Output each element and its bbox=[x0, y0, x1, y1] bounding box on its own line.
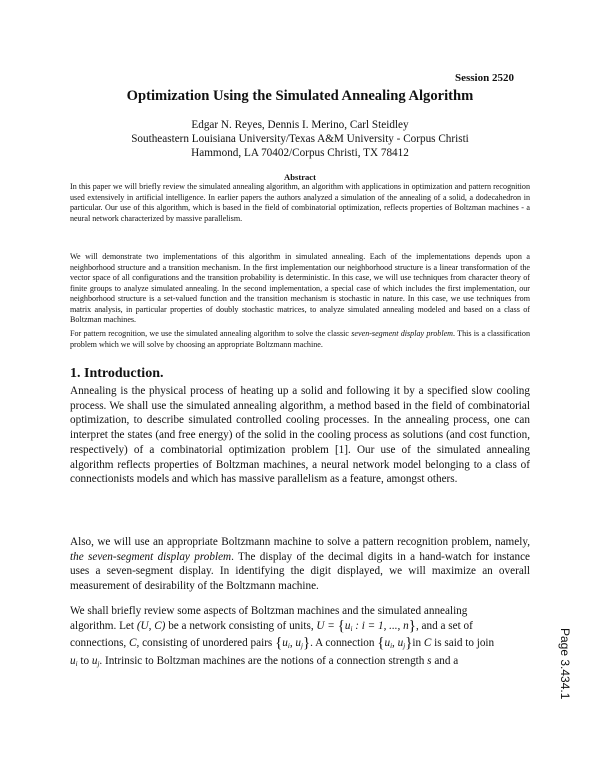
math-subscript: i bbox=[350, 624, 353, 633]
math-text: u bbox=[384, 637, 391, 650]
p3-text: . Intrinsic to Boltzman machines are the notions of a connection strength bbox=[99, 655, 428, 668]
brace-close: } bbox=[408, 617, 416, 634]
session-number: Session 2520 bbox=[455, 72, 514, 84]
math-text: u bbox=[70, 655, 76, 668]
math-ui bbox=[70, 655, 78, 667]
brace-open: { bbox=[377, 635, 385, 652]
author-address: Hammond, LA 70402/Corpus Christi, TX 78412 bbox=[191, 147, 409, 159]
math-text: U = bbox=[316, 619, 338, 632]
intro-p2-italic: the seven-segment display problem bbox=[70, 550, 232, 563]
intro-paragraph-2 bbox=[70, 535, 530, 594]
abstract-p3-text-end: . This is a classification problem which we will solve by choosing an appropriate Boltzmann machine. bbox=[70, 329, 531, 349]
math-subscript: j bbox=[97, 660, 100, 669]
author-block bbox=[0, 118, 600, 160]
math-pair-2 bbox=[377, 635, 413, 652]
intro-p2-text-end: . The display of the decimal digits in a hand-watch for instance uses a seven-segment display. In identifying the digit displayed, we will maximize an overall measurement of desirability of the Boltzmann machine. bbox=[70, 550, 530, 593]
p3-text: , and a set of bbox=[415, 619, 473, 632]
section-heading: 1. Introduction. bbox=[70, 366, 164, 381]
math-pair bbox=[275, 635, 311, 652]
math-c: C bbox=[423, 637, 432, 650]
brace-close: } bbox=[302, 635, 311, 652]
math-text: : i = 1, ..., n bbox=[352, 619, 409, 632]
math-text: u bbox=[344, 619, 351, 632]
paper-title: Optimization Using the Simulated Annealing Algorithm bbox=[126, 88, 474, 104]
p3-text: to bbox=[77, 655, 92, 668]
p3-text: be a network consisting of units, bbox=[165, 619, 317, 632]
author-names: Edgar N. Reyes, Dennis I. Merino, Carl Steidley bbox=[191, 119, 409, 131]
p3-line-4 bbox=[70, 654, 530, 672]
brace-open: { bbox=[337, 617, 345, 634]
math-text: , bbox=[392, 637, 398, 650]
page-number: Page 3.434.1 bbox=[558, 628, 572, 700]
p3-line-1: We shall briefly review some aspects of Boltzman machines and the simulated annealing bbox=[70, 605, 468, 617]
abstract-p3-italic: seven-segment display problem bbox=[351, 329, 454, 338]
abstract-paragraph-2: We will demonstrate two implementations of this algorithm in simulated annealing. Each of the implementations depends upon a neighborhood structure and a transition mechanism. In the first implementation our neighborhood structure is a linear transformation of the vector space of all configurations and the transition probability is deterministic. In this case, we will use techniques from character theory of finite groups to analyze simulated annealing. In the second implementation, a special case of which includes the first implementation, our neighborhood structure is a set-valued function and the transition mechanism is stochastic in nature. In this case, we use techniques from matrix analysis, in particular properties of doubly stochastic matrices, to analyze simulated annealing modeled and based on a class of Boltzman machines. bbox=[70, 252, 530, 325]
brace-close: } bbox=[405, 635, 413, 652]
math-subscript: i bbox=[390, 642, 393, 651]
intro-paragraph-3 bbox=[70, 604, 530, 672]
math-uc: (U, C) bbox=[136, 619, 166, 632]
abstract-paragraph-1: In this paper we will briefly review the simulated annealing algorithm, an algorithm with applications in optimization and pattern recognition used extensively in artificial intelligence. In earlier papers the authors analyzed a simulation of the annealing of a solid, a dodecahedron in particular. Our use of this algorithm, which is based in the field of combinatorial optimization, reflects properties of Boltzman machines - a neural network characterized by massive parallelism. bbox=[70, 182, 530, 223]
math-s: s bbox=[427, 655, 432, 668]
p3-text: algorithm. Let bbox=[70, 619, 137, 632]
p3-line-2 bbox=[70, 619, 530, 637]
abstract-paragraph-3 bbox=[70, 329, 530, 350]
math-text: u bbox=[282, 637, 288, 650]
p3-text: and a bbox=[431, 655, 459, 668]
math-text: u bbox=[397, 637, 404, 650]
math-set-u bbox=[316, 617, 416, 634]
math-subscript: i bbox=[287, 642, 290, 651]
math-text: , bbox=[289, 637, 296, 650]
math-text: u bbox=[91, 655, 98, 668]
intro-p2-text: Also, we will use an appropriate Boltzmann machine to solve a pattern recognition problem, namely, bbox=[70, 536, 530, 548]
math-subscript: j bbox=[301, 642, 303, 651]
brace-open: { bbox=[275, 635, 283, 652]
intro-paragraph-1: Annealing is the physical process of heating up a solid and following it by a specified slow cooling process. We shall use the simulated annealing algorithm, a method based in the field of combinatorial optimization, to describe simulated controlled cooling processes. In the annealing process, one can interpret the states (and free energy) of the solid in the cooling process as solutions (and cost function, respectively) of a combinatorial optimization problem [1]. Our use of the simulated annealing algorithm reflects properties of Boltzman machines, a neural network model belonging to a class of connectionists models and which has massive parallelism as a feature, amongst others. bbox=[70, 385, 530, 486]
p3-text: consisting of unordered pairs bbox=[139, 637, 276, 650]
math-c: C, bbox=[129, 637, 140, 650]
math-subscript: i bbox=[75, 660, 78, 669]
p3-text: is said to join bbox=[431, 637, 495, 650]
p3-text: . A connection bbox=[310, 637, 378, 650]
abstract-heading: Abstract bbox=[284, 172, 316, 182]
math-subscript: j bbox=[403, 642, 406, 651]
abstract-p3-text: For pattern recognition, we use the simulated annealing algorithm to solve the classic bbox=[70, 329, 352, 338]
math-text: u bbox=[295, 637, 302, 650]
p3-line-3 bbox=[70, 636, 530, 654]
author-affiliation: Southeastern Louisiana University/Texas A&M University - Corpus Christi bbox=[131, 133, 469, 145]
p3-text: in bbox=[412, 637, 424, 650]
p3-text: connections, bbox=[70, 637, 130, 650]
